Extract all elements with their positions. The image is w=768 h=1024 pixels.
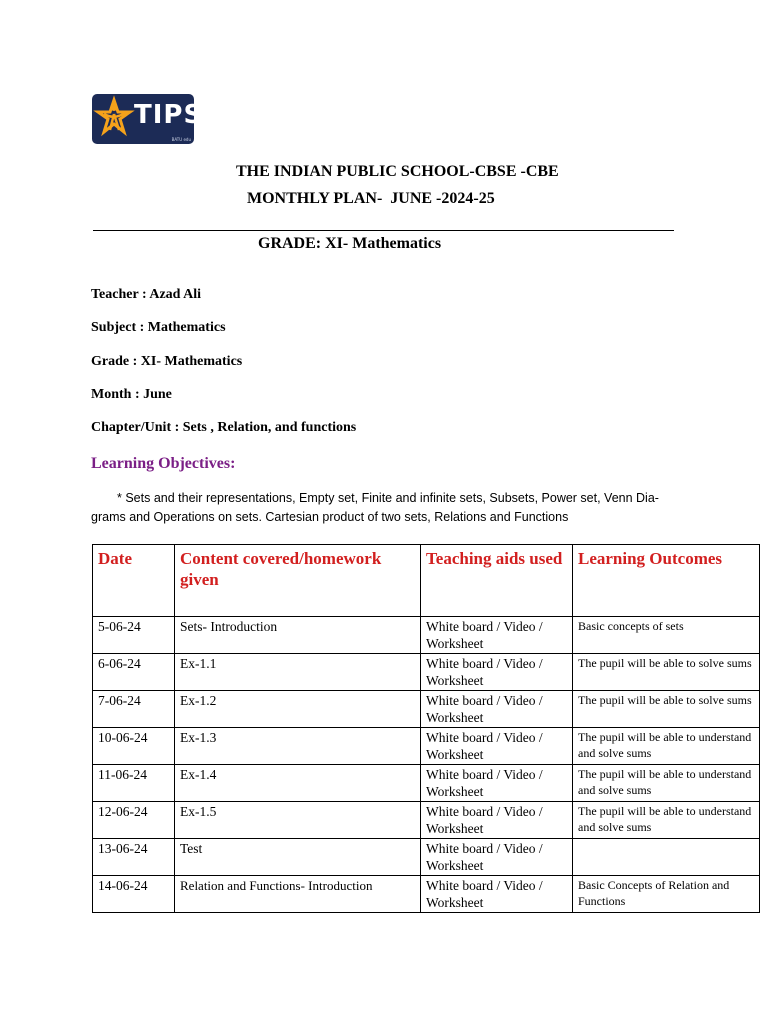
aids-cell: White board / Video / Worksheet xyxy=(421,765,573,802)
date-cell: 14-06-24 xyxy=(93,876,175,913)
aids-cell: White board / Video / Worksheet xyxy=(421,802,573,839)
content-cell: Sets- Introduction xyxy=(175,617,421,654)
content-cell: Relation and Functions- Introduction xyxy=(175,876,421,913)
outcome-cell: The pupil will be able to solve sums xyxy=(573,691,760,728)
outcome-cell: The pupil will be able to understand and solve sums xyxy=(573,765,760,802)
table-row xyxy=(93,802,760,839)
logo-text: TIPS xyxy=(134,100,204,130)
plan-title: MONTHLY PLAN- JUNE -2024-25 xyxy=(247,190,495,207)
school-logo xyxy=(92,94,204,144)
header-date: Date xyxy=(93,545,175,617)
objectives-text: * Sets and their representations, Empty set, Finite and infinite sets, Subsets, Power set, Venn Dia-grams and Operations on sets. Cartesian product of two sets, Relations and Functions xyxy=(91,491,659,524)
content-cell: Ex-1.4 xyxy=(175,765,421,802)
table-row xyxy=(93,728,760,765)
objectives-heading: Learning Objectives: xyxy=(91,455,236,472)
table-row xyxy=(93,839,760,876)
logo-subtext: BATU edu xyxy=(171,137,191,142)
table-row xyxy=(93,765,760,802)
date-cell: 13-06-24 xyxy=(93,839,175,876)
date-cell: 7-06-24 xyxy=(93,691,175,728)
date-cell: 6-06-24 xyxy=(93,654,175,691)
header-outcomes: Learning Outcomes xyxy=(573,545,760,617)
table-row xyxy=(93,617,760,654)
grade-title: GRADE: XI- Mathematics xyxy=(258,235,442,252)
chapter-line: Chapter/Unit : Sets , Relation, and functions xyxy=(91,420,357,435)
date-cell: 12-06-24 xyxy=(93,802,175,839)
content-cell: Ex-1.2 xyxy=(175,691,421,728)
subject-line: Subject : Mathematics xyxy=(91,320,226,335)
aids-cell: White board / Video / Worksheet xyxy=(421,654,573,691)
table-row xyxy=(93,654,760,691)
header-divider xyxy=(93,230,674,231)
date-cell: 5-06-24 xyxy=(93,617,175,654)
outcome-cell: Basic Concepts of Relation and Functions xyxy=(573,876,760,913)
content-cell: Ex-1.5 xyxy=(175,802,421,839)
table-header-row xyxy=(93,545,760,617)
teacher-line: Teacher : Azad Ali xyxy=(91,287,202,302)
aids-cell: White board / Video / Worksheet xyxy=(421,617,573,654)
table-row xyxy=(93,691,760,728)
aids-cell: White board / Video / Worksheet xyxy=(421,876,573,913)
header-content: Content covered/homework given xyxy=(175,545,421,617)
table-row xyxy=(93,876,760,913)
content-cell: Ex-1.1 xyxy=(175,654,421,691)
aids-cell: White board / Video / Worksheet xyxy=(421,691,573,728)
outcome-cell: The pupil will be able to understand and solve sums xyxy=(573,802,760,839)
star-figure-icon xyxy=(92,94,140,144)
content-cell: Test xyxy=(175,839,421,876)
outcome-cell xyxy=(573,839,760,876)
plan-table xyxy=(92,544,760,913)
grade-line: Grade : XI- Mathematics xyxy=(91,354,243,369)
aids-cell: White board / Video / Worksheet xyxy=(421,839,573,876)
content-cell: Ex-1.3 xyxy=(175,728,421,765)
date-cell: 11-06-24 xyxy=(93,765,175,802)
date-cell: 10-06-24 xyxy=(93,728,175,765)
outcome-cell: Basic concepts of sets xyxy=(573,617,760,654)
school-title: THE INDIAN PUBLIC SCHOOL-CBSE -CBE xyxy=(236,163,559,180)
header-aids: Teaching aids used xyxy=(421,545,573,617)
aids-cell: White board / Video / Worksheet xyxy=(421,728,573,765)
outcome-cell: The pupil will be able to solve sums xyxy=(573,654,760,691)
outcome-cell: The pupil will be able to understand and solve sums xyxy=(573,728,760,765)
month-line: Month : June xyxy=(91,387,172,402)
